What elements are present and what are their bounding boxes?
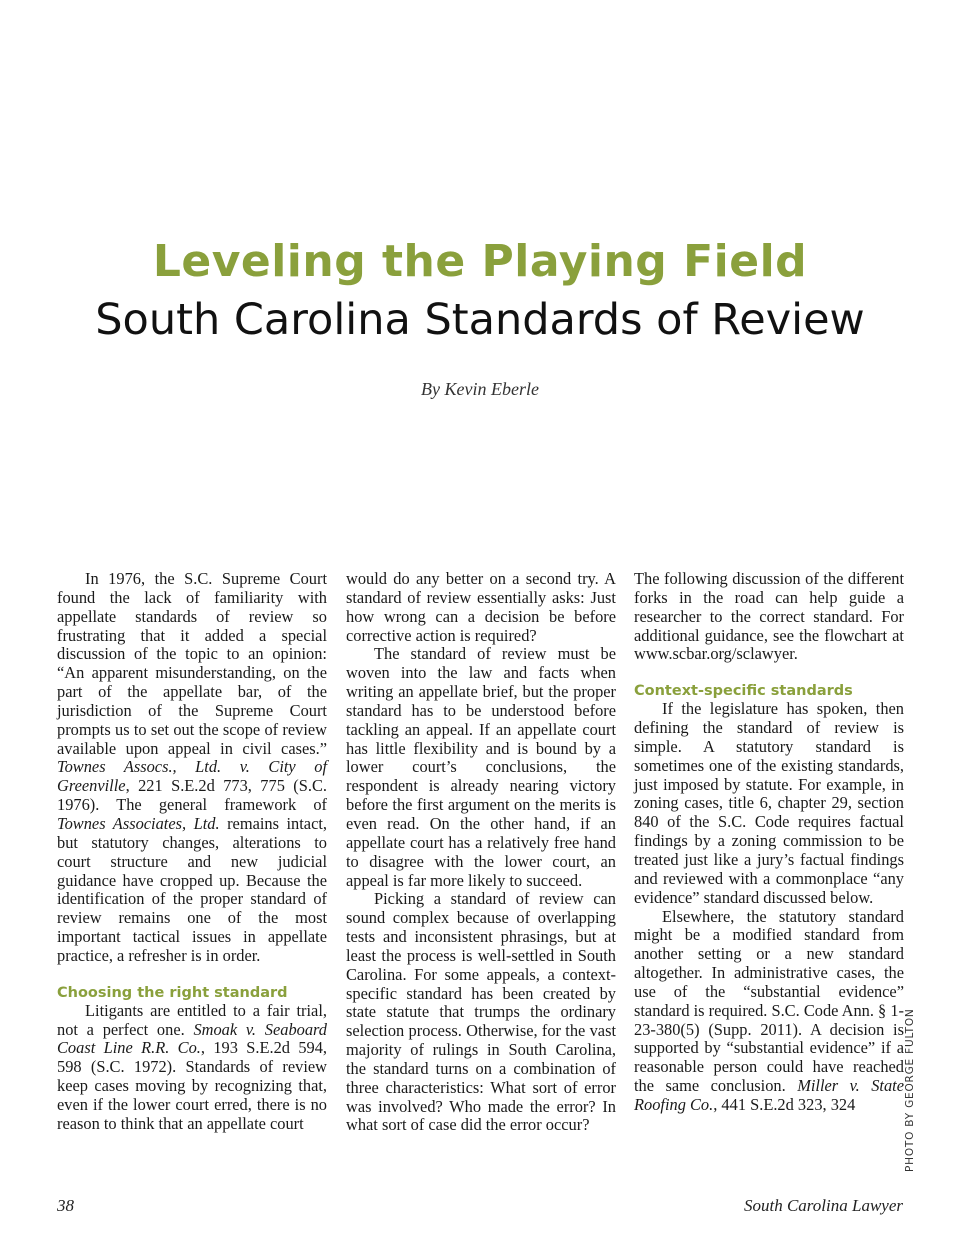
- body-paragraph: [346, 645, 616, 890]
- text-column-3: [634, 570, 904, 1115]
- article-title: Leveling the Playing Field: [152, 236, 808, 287]
- body-paragraph: [634, 570, 904, 664]
- body-paragraph: [634, 700, 904, 907]
- text-run: , 193 S.E.2d 594, 598 (S.C. 1972). Standards of review keep cases moving by recognizing that, even if the lower court erred, there is no reason to think that an appellate court: [57, 1038, 328, 1133]
- case-citation: Smoak v. Seaboard Coast Line R.R. Co.: [57, 1019, 327, 1058]
- page-number: 38: [57, 1196, 74, 1215]
- body-paragraph: [57, 1002, 327, 1134]
- body-paragraph: [57, 570, 327, 966]
- text-run: In 1976, the S.C. Supreme Court found the lack of familiarity with appellate standards of review so frustrating that it added a special discussion of the topic to an opinion: “An apparent misunderstanding, on the part of the appellate bar, of the jurisdiction of the Supreme Court prompts us to set out the scope of review available upon appeal in civil cases.”: [57, 569, 327, 758]
- body-paragraph: [346, 890, 616, 1135]
- article-subtitle: South Carolina Standards of Review: [95, 295, 865, 345]
- text-run: would do any better on a second try. A standard of review essentially asks: Just how wrong can a decision be before corrective action is required?: [346, 569, 616, 645]
- byline: By Kevin Eberle: [421, 379, 539, 399]
- text-column-2: [346, 570, 616, 1135]
- case-citation: Townes Assocs., Ltd. v. City of Greenville: [57, 757, 327, 796]
- text-run: The standard of review must be woven into the law and facts when writing an appellate brief, but the proper standard has to be understood before tackling an appeal. If an appellate court has little flexibility and is bound by a lower court’s conclusions, the respondent is already nearing victory before the first argument on the merits is even read. On the other hand, if an appellate court has a relatively free hand to disagree with the lower court, an appeal is far more likely to succeed.: [346, 644, 616, 890]
- text-run: remains intact, but statutory changes, alterations to court structure and new judicial guidance have cropped up. Because the identification of the proper standard of review remains one of the most important tactical issues in appellate practice, a refresher is in order.: [57, 813, 327, 965]
- body-paragraph: [634, 908, 904, 1115]
- case-citation: Miller v. State Roofing Co.: [634, 1076, 904, 1114]
- section-heading: Choosing the right standard: [57, 984, 288, 1001]
- text-column-1: [57, 570, 327, 1134]
- photo-credit: PHOTO BY GEORGE FULTON: [904, 1008, 916, 1172]
- text-run: , 221 S.E.2d 773, 775 (S.C. 1976). The general framework of: [57, 776, 327, 815]
- text-run: , 441 S.E.2d 323, 324: [713, 1094, 856, 1114]
- section-heading: Context-specific standards: [634, 683, 853, 700]
- text-run: The following discussion of the different forks in the road can help guide a researcher to the correct standard. For additional guidance, see the flowchart at www.scbar.org/sclawyer.: [634, 569, 904, 664]
- text-run: If the legislature has spoken, then defining the standard of review is simple. A statutory standard is sometimes one of the existing standards, just imposed by statute. For example, in zoning cases, title 6, chapter 29, section 840 of the S.C. Code requires factual findings by a zoning commission to be treated just like a jury’s factual findings and reviewed with a commonplace “any evidence” standard discussed below.: [634, 699, 904, 907]
- publication-name: South Carolina Lawyer: [744, 1196, 903, 1215]
- body-paragraph: [346, 570, 616, 645]
- text-run: Litigants are entitled to a fair trial, not a perfect one.: [57, 1000, 327, 1039]
- case-citation: Townes Associates, Ltd.: [57, 813, 220, 833]
- text-run: Picking a standard of review can sound complex because of overlapping tests and inconsistent phrasings, but at least the process is well-settled in South Carolina. For some appeals, a context-specific standard has been created by state statute that trumps the ordinary selection process. Otherwise, for the vast majority of rulings in South Carolina, the standard turns on a combination of three characteristics: What sort of error was involved? Who made the error? In what sort of case did the error occur?: [346, 889, 616, 1135]
- text-run: Elsewhere, the statutory standard might be a modified standard from another setting or a new standard altogether. In administrative cases, the use of the “substantial evidence” standard is required. S.C. Code Ann. § 1-23-380(5) (Supp. 2011). A decision is supported by “substantial evidence” if a reasonable person could have reached the same conclusion.: [634, 906, 904, 1096]
